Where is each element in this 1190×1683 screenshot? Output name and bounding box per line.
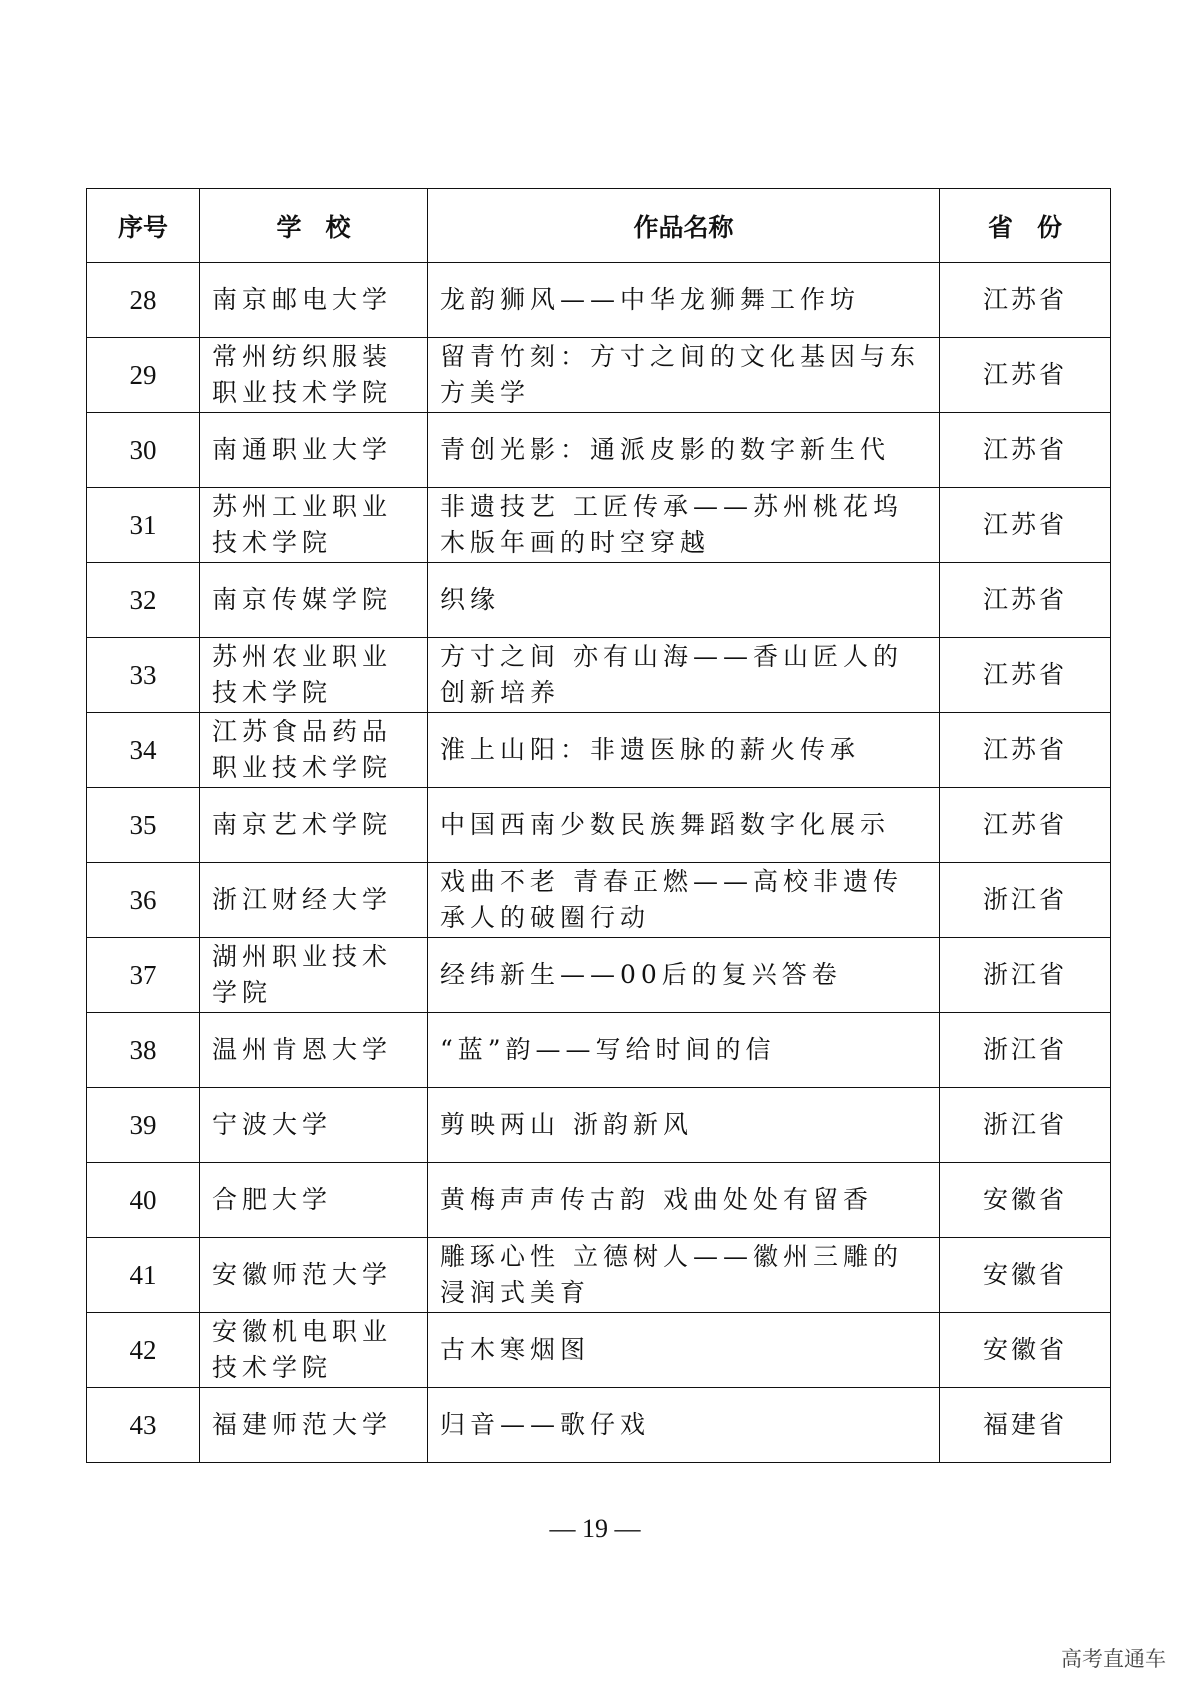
cell-num: 30 bbox=[87, 413, 200, 488]
table-row bbox=[87, 1013, 1111, 1088]
cell-province: 江苏省 bbox=[940, 263, 1111, 338]
table-row bbox=[87, 638, 1111, 713]
header-province: 省份 bbox=[940, 189, 1111, 263]
cell-province: 江苏省 bbox=[940, 788, 1111, 863]
cell-province: 浙江省 bbox=[940, 938, 1111, 1013]
cell-school: 南通职业大学 bbox=[200, 413, 428, 488]
cell-province: 安徽省 bbox=[940, 1163, 1111, 1238]
award-list-table-container bbox=[86, 188, 1110, 1463]
cell-work: 归音——歌仔戏 bbox=[428, 1388, 940, 1463]
cell-school: 湖州职业技术学院 bbox=[200, 938, 428, 1013]
cell-work: 中国西南少数民族舞蹈数字化展示 bbox=[428, 788, 940, 863]
cell-province: 浙江省 bbox=[940, 863, 1111, 938]
cell-school: 合肥大学 bbox=[200, 1163, 428, 1238]
table-row bbox=[87, 563, 1111, 638]
cell-work: 黄梅声声传古韵 戏曲处处有留香 bbox=[428, 1163, 940, 1238]
award-list-table bbox=[86, 188, 1111, 1463]
cell-school: 宁波大学 bbox=[200, 1088, 428, 1163]
cell-school: 浙江财经大学 bbox=[200, 863, 428, 938]
table-row bbox=[87, 488, 1111, 563]
cell-school: 苏州工业职业技术学院 bbox=[200, 488, 428, 563]
cell-num: 36 bbox=[87, 863, 200, 938]
table-row bbox=[87, 713, 1111, 788]
cell-work: 龙韵狮风——中华龙狮舞工作坊 bbox=[428, 263, 940, 338]
cell-num: 39 bbox=[87, 1088, 200, 1163]
cell-school: 南京艺术学院 bbox=[200, 788, 428, 863]
cell-num: 37 bbox=[87, 938, 200, 1013]
table-row bbox=[87, 863, 1111, 938]
cell-school: 福建师范大学 bbox=[200, 1388, 428, 1463]
cell-work: 方寸之间 亦有山海——香山匠人的创新培养 bbox=[428, 638, 940, 713]
cell-province: 江苏省 bbox=[940, 338, 1111, 413]
cell-work: 雕琢心性 立德树人——徽州三雕的浸润式美育 bbox=[428, 1238, 940, 1313]
cell-province: 江苏省 bbox=[940, 638, 1111, 713]
cell-work: “蓝”韵——写给时间的信 bbox=[428, 1013, 940, 1088]
table-row bbox=[87, 1313, 1111, 1388]
cell-work: 非遗技艺 工匠传承——苏州桃花坞木版年画的时空穿越 bbox=[428, 488, 940, 563]
cell-work: 留青竹刻：方寸之间的文化基因与东方美学 bbox=[428, 338, 940, 413]
cell-province: 江苏省 bbox=[940, 713, 1111, 788]
cell-work: 青创光影：通派皮影的数字新生代 bbox=[428, 413, 940, 488]
watermark-text: 高考直通车 bbox=[1061, 1647, 1166, 1671]
table-header-row bbox=[87, 189, 1111, 263]
table-row bbox=[87, 1388, 1111, 1463]
cell-num: 32 bbox=[87, 563, 200, 638]
cell-school: 安徽师范大学 bbox=[200, 1238, 428, 1313]
cell-province: 江苏省 bbox=[940, 488, 1111, 563]
cell-work: 淮上山阳：非遗医脉的薪火传承 bbox=[428, 713, 940, 788]
cell-province: 福建省 bbox=[940, 1388, 1111, 1463]
table-row bbox=[87, 938, 1111, 1013]
cell-province: 浙江省 bbox=[940, 1013, 1111, 1088]
cell-work: 经纬新生——00后的复兴答卷 bbox=[428, 938, 940, 1013]
cell-school: 江苏食品药品职业技术学院 bbox=[200, 713, 428, 788]
cell-school: 安徽机电职业技术学院 bbox=[200, 1313, 428, 1388]
cell-school: 苏州农业职业技术学院 bbox=[200, 638, 428, 713]
cell-num: 29 bbox=[87, 338, 200, 413]
cell-school: 南京传媒学院 bbox=[200, 563, 428, 638]
header-work: 作品名称 bbox=[428, 189, 940, 263]
cell-province: 安徽省 bbox=[940, 1238, 1111, 1313]
table-row bbox=[87, 338, 1111, 413]
header-num: 序号 bbox=[87, 189, 200, 263]
table-row bbox=[87, 1088, 1111, 1163]
cell-num: 40 bbox=[87, 1163, 200, 1238]
table-row bbox=[87, 263, 1111, 338]
page-number: — 19 — bbox=[549, 1514, 641, 1543]
table-row bbox=[87, 1238, 1111, 1313]
cell-num: 33 bbox=[87, 638, 200, 713]
cell-province: 浙江省 bbox=[940, 1088, 1111, 1163]
cell-work: 戏曲不老 青春正燃——高校非遗传承人的破圈行动 bbox=[428, 863, 940, 938]
table-row bbox=[87, 788, 1111, 863]
cell-num: 28 bbox=[87, 263, 200, 338]
cell-work: 古木寒烟图 bbox=[428, 1313, 940, 1388]
cell-num: 35 bbox=[87, 788, 200, 863]
cell-school: 温州肯恩大学 bbox=[200, 1013, 428, 1088]
cell-num: 41 bbox=[87, 1238, 200, 1313]
header-school: 学校 bbox=[200, 189, 428, 263]
table-row bbox=[87, 413, 1111, 488]
cell-province: 江苏省 bbox=[940, 413, 1111, 488]
cell-num: 42 bbox=[87, 1313, 200, 1388]
cell-num: 38 bbox=[87, 1013, 200, 1088]
cell-num: 43 bbox=[87, 1388, 200, 1463]
cell-work: 织缘 bbox=[428, 563, 940, 638]
table-row bbox=[87, 1163, 1111, 1238]
cell-num: 34 bbox=[87, 713, 200, 788]
cell-province: 安徽省 bbox=[940, 1313, 1111, 1388]
cell-num: 31 bbox=[87, 488, 200, 563]
cell-school: 南京邮电大学 bbox=[200, 263, 428, 338]
cell-school: 常州纺织服装职业技术学院 bbox=[200, 338, 428, 413]
cell-work: 剪映两山 浙韵新风 bbox=[428, 1088, 940, 1163]
cell-province: 江苏省 bbox=[940, 563, 1111, 638]
